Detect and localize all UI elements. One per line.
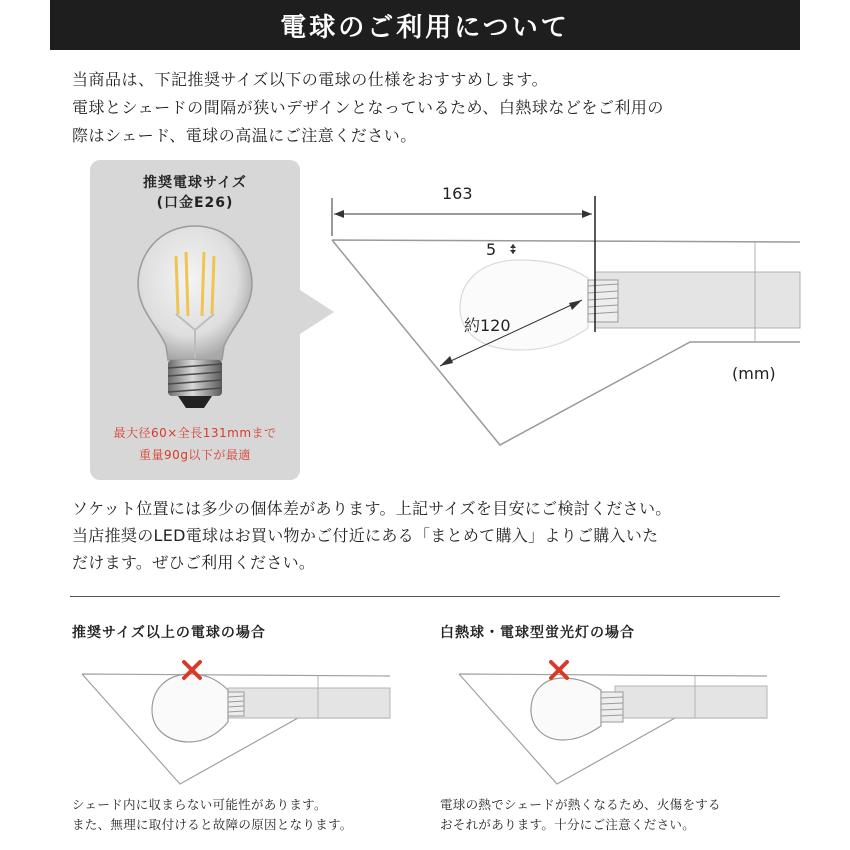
intro-line: 際はシェード、電球の高温にご注意ください。 xyxy=(72,126,417,145)
incandescent-bulb-diagram xyxy=(455,660,775,790)
recommended-bulb-card xyxy=(90,160,300,480)
notes-line: だけます。ぜひご利用ください。 xyxy=(72,553,316,572)
intro-line: 電球とシェードの間隔が狭いデザインとなっているため、白熱球などをご利用の xyxy=(72,98,664,117)
bulb-base-icon xyxy=(588,280,618,322)
case-incandescent-text xyxy=(440,795,721,835)
notes-line: ソケット位置には多少の個体差があります。上記サイズを目安にご検討ください。 xyxy=(72,499,672,518)
led-bulb-image xyxy=(90,218,300,418)
case-text-line: また、無理に取付けると故障の原因となります。 xyxy=(72,817,353,832)
bulb-caption-title: 推奨電球サイズ xyxy=(143,175,247,191)
case-incandescent-title: 白熱球・電球型蛍光灯の場合 xyxy=(440,625,635,641)
bulb-caption-base: (口金E26) xyxy=(156,195,234,211)
shade-dimension-diagram xyxy=(320,160,810,460)
page-title: 電球のご利用について xyxy=(50,0,800,50)
unit-label: (mm) xyxy=(732,364,776,383)
case-oversize-text xyxy=(72,795,353,835)
intro-line: 当商品は、下記推奨サイズ以下の電球の仕様をおすすめします。 xyxy=(72,70,549,89)
bulb-max-weight: 重量90g以下が最適 xyxy=(139,448,251,462)
case-text-line: おそれがあります。十分にご注意ください。 xyxy=(440,817,696,832)
x-mark-icon xyxy=(551,662,567,678)
section-divider xyxy=(70,596,780,597)
case-text-line: シェード内に収まらない可能性があります。 xyxy=(72,797,327,812)
case-oversize-title: 推奨サイズ以上の電球の場合 xyxy=(72,625,266,641)
intro-text xyxy=(72,66,792,150)
dim-gap-label: 5 xyxy=(486,240,497,259)
bulb-max-size: 最大径60×全長131mmまで xyxy=(113,426,277,440)
dim-width-label: 163 xyxy=(442,184,473,203)
notes-line: 当店推奨のLED電球はお買い物かご付近にある「まとめて購入」よりご購入いた xyxy=(72,526,659,545)
case-text-line: 電球の熱でシェードが熱くなるため、火傷をする xyxy=(440,797,721,812)
oversize-bulb-diagram xyxy=(78,660,398,790)
notes-text xyxy=(72,495,792,576)
dim-diagonal-label: 約120 xyxy=(464,316,511,335)
